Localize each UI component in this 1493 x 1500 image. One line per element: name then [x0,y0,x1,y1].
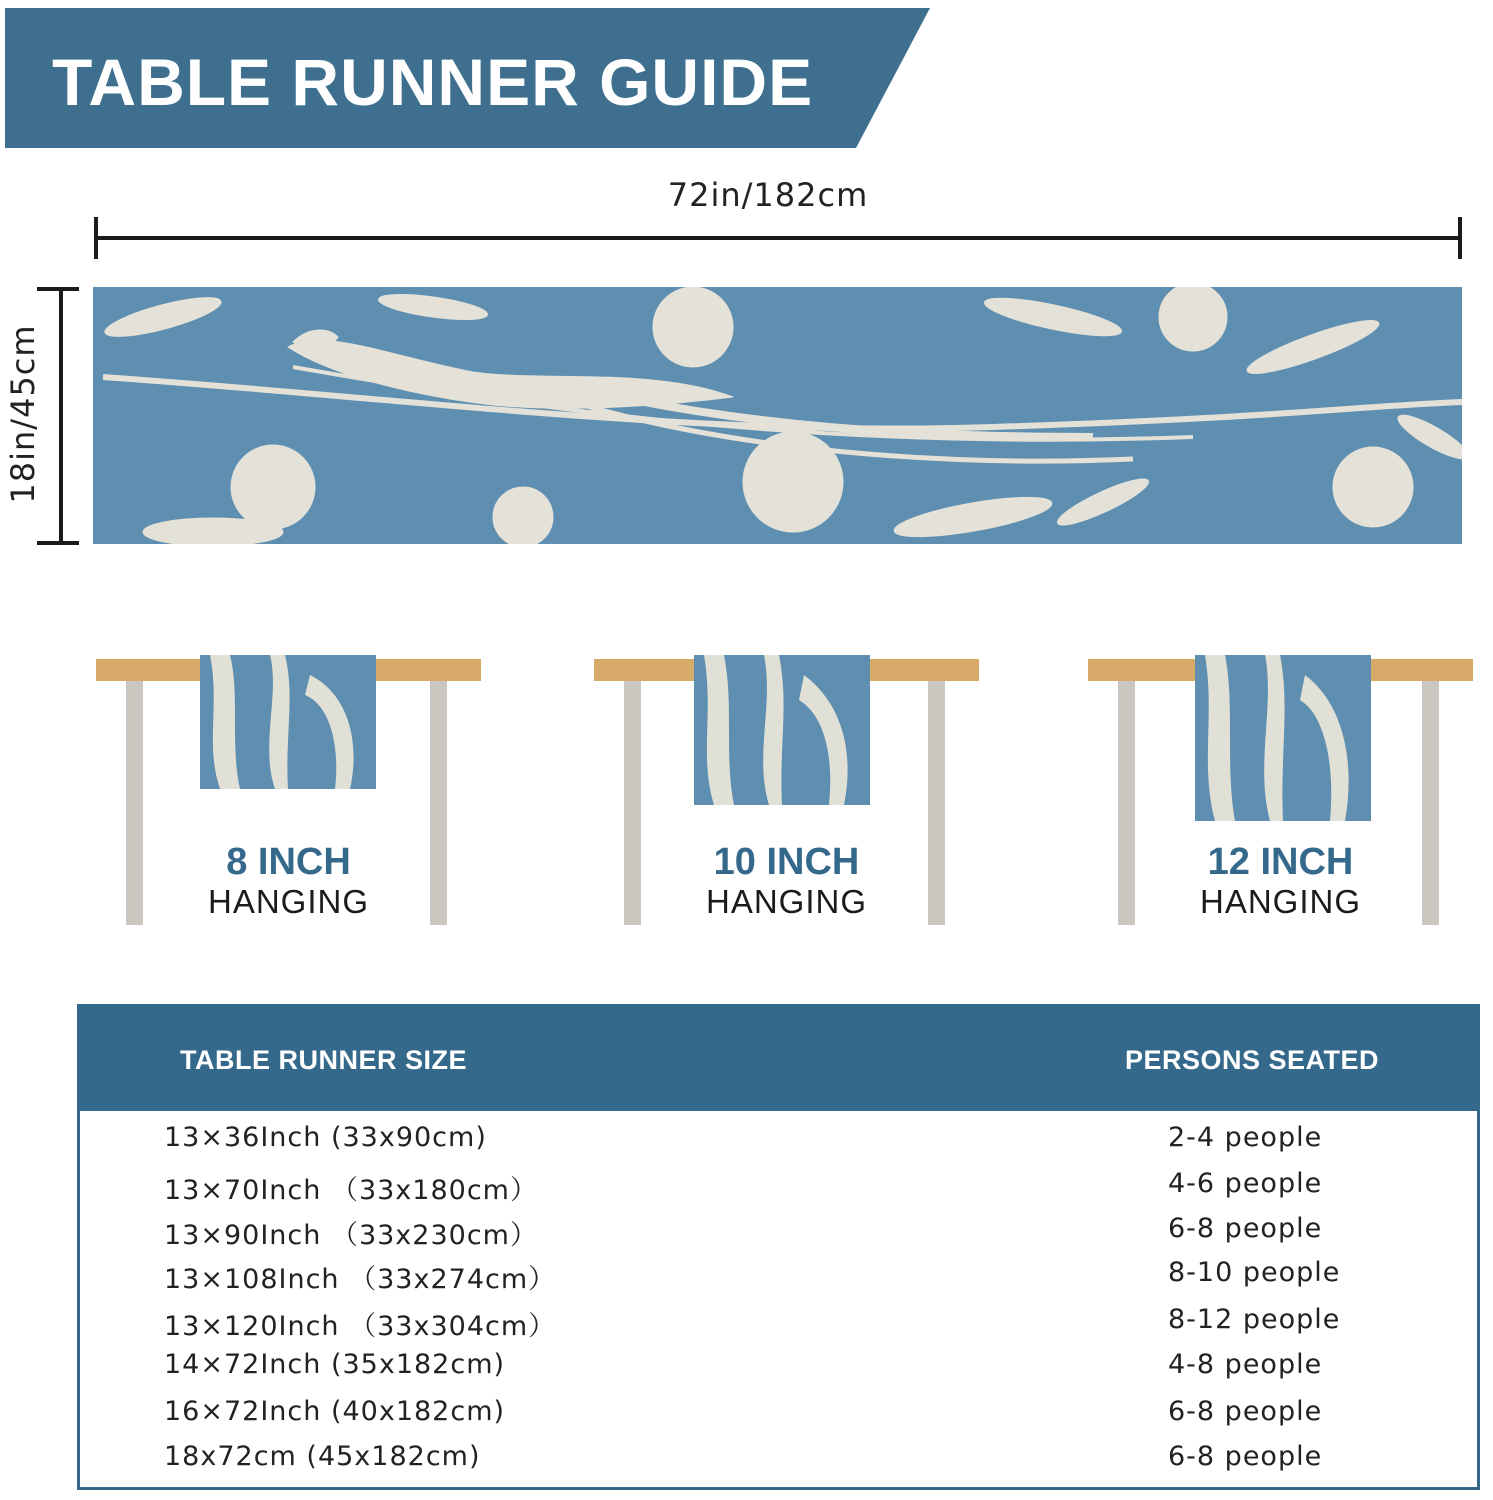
cell-persons: 4-6 people [1168,1168,1323,1199]
table-row [80,1122,1477,1162]
cell-size: 16×72Inch (40x182cm) [164,1396,506,1427]
cell-size: 13×90Inch （33x230cm） [164,1220,538,1251]
table-row [80,1168,1477,1208]
runner-drape [694,655,870,805]
table-row [80,1213,1477,1253]
cell-size: 14×72Inch (35x182cm) [164,1349,506,1380]
cell-size: 18x72cm (45x182cm) [164,1441,481,1472]
hanging-illustration-12-inch [1088,655,1473,930]
table-row [80,1349,1477,1389]
runner-pattern-image [93,287,1462,544]
table-row [80,1441,1477,1481]
height-dimension-cap-bottom [37,541,79,545]
header-persons-seated: PERSONS SEATED [1125,1045,1380,1075]
cell-persons: 8-10 people [1168,1257,1341,1288]
hanging-illustration-10-inch [594,655,979,930]
runner-drape [1195,655,1371,821]
hanging-word-label: HANGING [1199,883,1361,920]
hanging-illustration-8-inch [96,655,481,930]
header-table-runner-size: TABLE RUNNER SIZE [180,1045,468,1075]
table-header [80,1007,1477,1111]
width-dimension-cap-left [94,217,98,259]
hanging-size-label: 10 INCH [713,841,860,883]
hanging-word-label: HANGING [705,883,867,920]
width-dimension-label: 72in/182cm [667,176,869,214]
cell-persons: 2-4 people [1168,1122,1323,1153]
page-title: TABLE RUNNER GUIDE [52,45,814,119]
width-dimension-line [96,236,1461,240]
cell-persons: 8-12 people [1168,1304,1341,1335]
cell-persons: 4-8 people [1168,1349,1323,1380]
size-table [77,1004,1480,1490]
table-row [80,1396,1477,1436]
height-dimension-cap-top [37,287,79,291]
table-row [80,1257,1477,1297]
cell-size: 13×36Inch (33x90cm) [164,1122,487,1153]
height-dimension-label: 18in/45cm [4,324,42,504]
height-dimension-line [59,288,63,544]
hanging-size-label: 8 INCH [226,841,351,883]
cell-persons: 6-8 people [1168,1396,1323,1427]
cell-persons: 6-8 people [1168,1441,1323,1472]
hanging-size-label: 12 INCH [1207,841,1354,883]
hanging-word-label: HANGING [207,883,369,920]
table-row [80,1304,1477,1344]
cell-size: 13×108Inch （33x274cm） [164,1264,557,1295]
cell-size: 13×70Inch （33x180cm） [164,1175,538,1206]
cell-size: 13×120Inch （33x304cm） [164,1311,557,1342]
cell-persons: 6-8 people [1168,1213,1323,1244]
width-dimension-cap-right [1458,217,1462,259]
runner-drape [200,655,376,789]
